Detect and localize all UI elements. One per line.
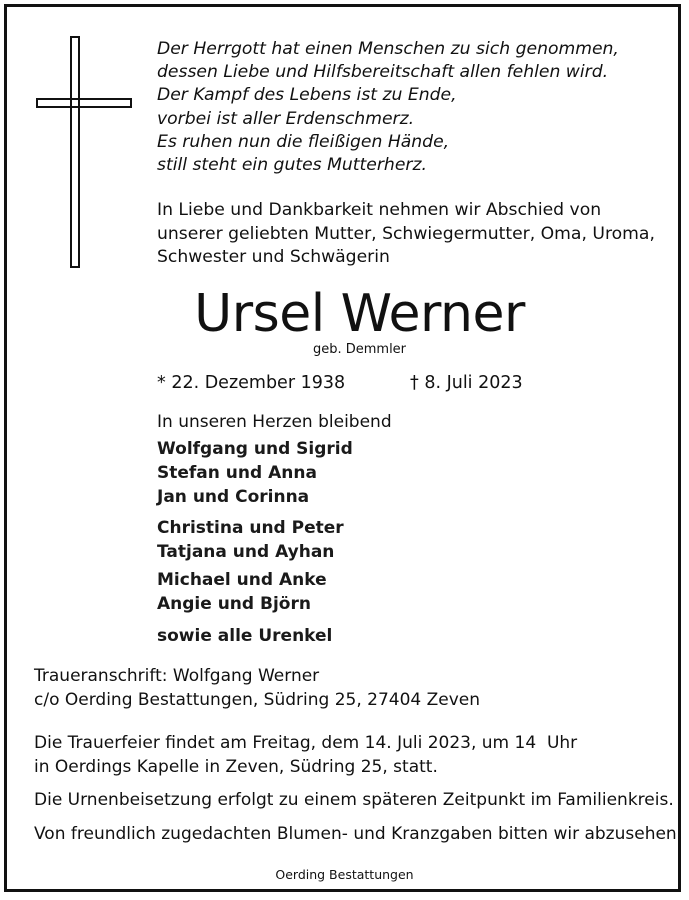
intro-line: In Liebe und Dankbarkeit nehmen wir Abschied von: [157, 200, 602, 220]
poem: [157, 38, 619, 177]
poem-line: Der Kampf des Lebens ist zu Ende,: [157, 85, 457, 106]
mourner-name: Jan und Corinna: [157, 487, 310, 507]
address-line: Traueranschrift: Wolfgang Werner: [34, 666, 320, 686]
mourner-name: Angie und Björn: [157, 594, 311, 614]
poem-line: vorbei ist aller Erdenschmerz.: [157, 108, 415, 129]
poem-line: Es ruhen nun die fleißigen Hände,: [157, 131, 450, 152]
ceremony-line: in Oerdings Kapelle in Zeven, Südring 25, statt.: [34, 757, 438, 777]
mourner-name: Tatjana und Ayhan: [157, 542, 335, 562]
mourner-name: Wolfgang und Sigrid: [157, 439, 353, 459]
funeral-home-credit: Oerding Bestattungen: [275, 867, 414, 882]
intro-line: unserer geliebten Mutter, Schwiegermutter, Oma, Uroma,: [157, 223, 655, 244]
intro-line: Schwester und Schwägerin: [157, 247, 390, 268]
mourner-name: Michael und Anke: [157, 570, 327, 590]
mourners-group: [157, 516, 344, 564]
poem-line: still steht ein gutes Mutterherz.: [157, 155, 427, 176]
mourners-closing: sowie alle Urenkel: [157, 626, 333, 646]
cross-icon: [36, 36, 132, 268]
intro-text: [157, 199, 655, 270]
mourner-name: Stefan und Anna: [157, 463, 317, 483]
mourners-heading: In unseren Herzen bleibend: [157, 412, 392, 432]
urn-burial-info: Die Urnenbeisetzung erfolgt zu einem späteren Zeitpunkt im Familienkreis.: [34, 790, 674, 810]
birth-date: * 22. Dezember 1938: [157, 373, 346, 393]
poem-line: Der Herrgott hat einen Menschen zu sich genommen,: [157, 39, 619, 59]
ceremony-line: Die Trauerfeier findet am Freitag, dem 14. Juli 2023, um 14 Uhr: [34, 733, 578, 753]
poem-line: dessen Liebe und Hilfsbereitschaft allen fehlen wird.: [157, 62, 609, 83]
mourner-name: Christina und Peter: [157, 518, 344, 538]
mourning-address: [34, 664, 480, 712]
mourners-group: [157, 568, 327, 616]
flowers-request: Von freundlich zugedachten Blumen- und Kranzgaben bitten wir abzusehen.: [34, 824, 683, 844]
deceased-name: Ursel Werner: [194, 284, 525, 344]
mourners-group: [157, 437, 353, 509]
maiden-name: geb. Demmler: [312, 342, 407, 357]
death-date: † 8. Juli 2023: [410, 373, 523, 393]
ceremony-info: [34, 731, 577, 779]
address-line: c/o Oerding Bestattungen, Südring 25, 27404 Zeven: [34, 690, 481, 710]
